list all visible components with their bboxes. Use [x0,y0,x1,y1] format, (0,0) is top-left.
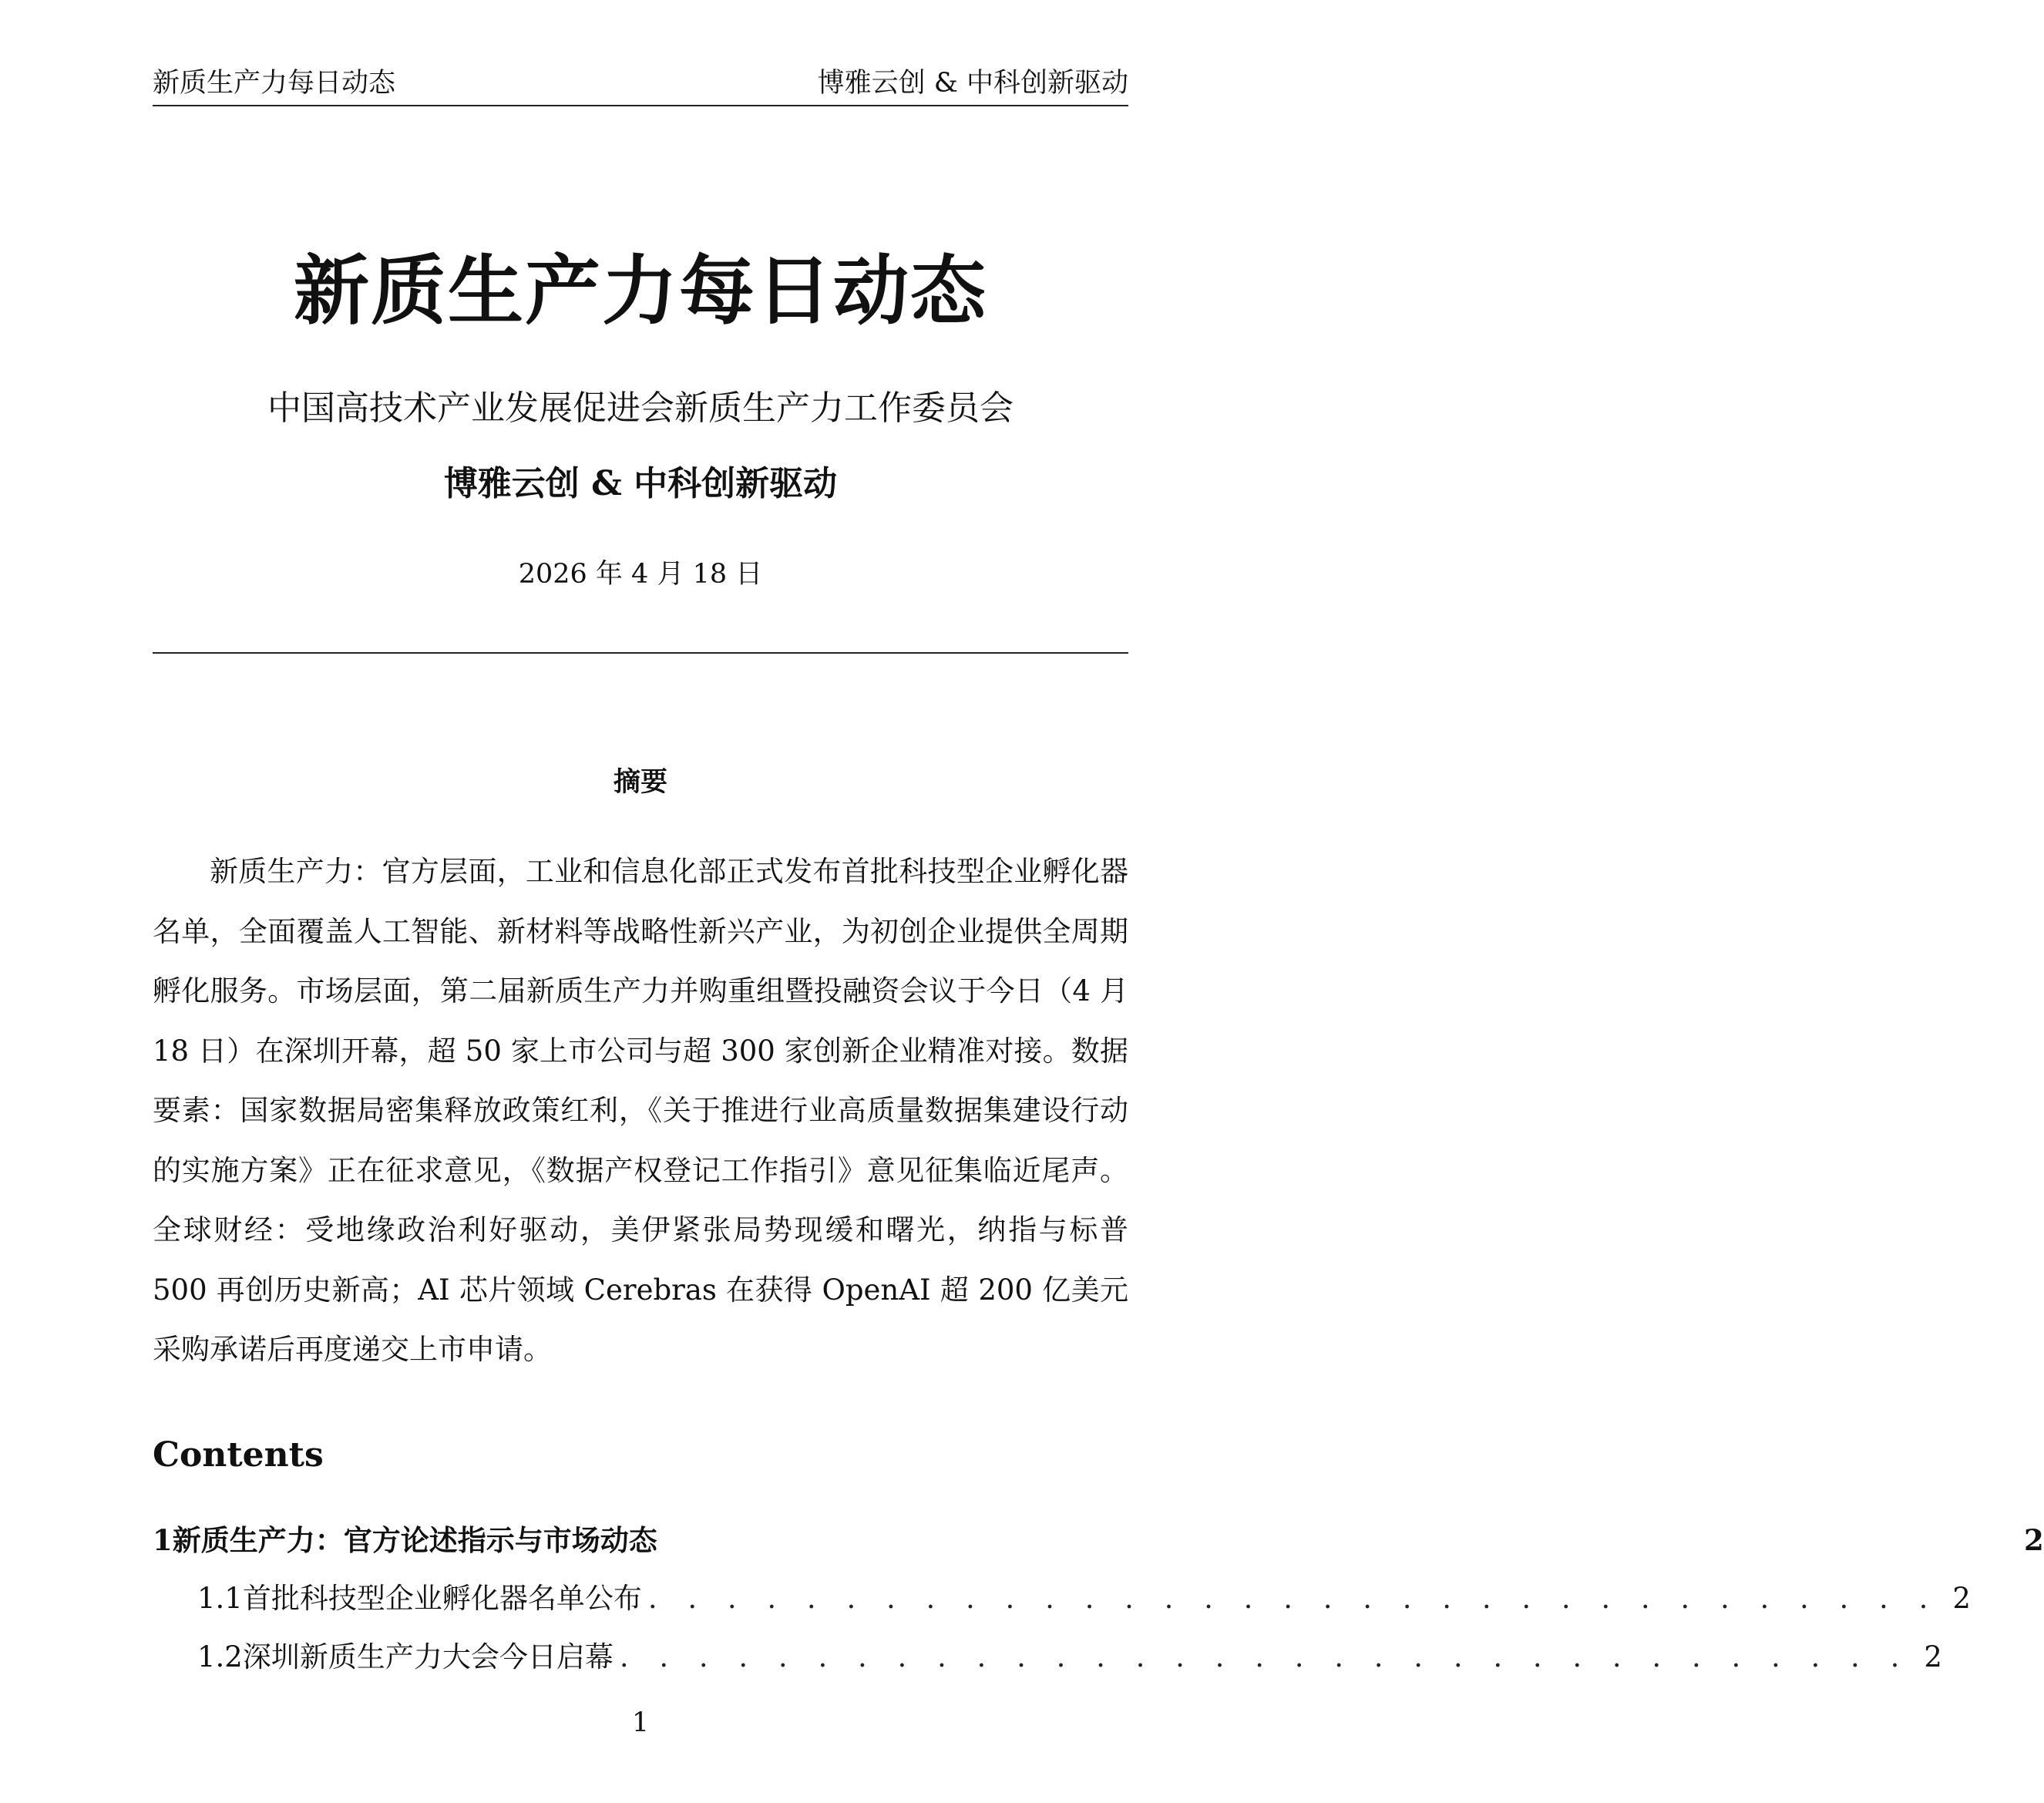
abstract-body: 新质生产力：官方层面，工业和信息化部正式发布首批科技型企业孵化器名单，全面覆盖人工智能、新材料等战略性新兴产业，为初创企业提供全周期孵化服务。市场层面，第二届新质生产力并购重组暨投融资会议于今日（4 月 18 日）在深圳开幕，超 50 家上市公司与超 300 家创新企业精准对接。数据要素：国家数据局密集释放政策红利，《关于推进行业高质量数据集建设行动的实施方案》正在征求意见，《数据产权登记工作指引》意见征集临近尾声。全球财经：受地缘政治利好驱动，美伊紧张局势现缓和曙光，纳指与标普 500 再创历史新高；AI 芯片领域 Cerebras 在获得 OpenAI 超 200 亿美元采购承诺后再度递交上市申请。 [153,855,1128,1366]
toc-entry[interactable] [153,1517,2044,1576]
toc-dot-leader: . . . . . . . . . . . . . . . . . . . . . . . . . . . . . . . . . [647,1582,1939,1615]
document-title: 新质生产力每日动态 [293,247,987,335]
toc-entry-title: 首批科技型企业孵化器名单公布 [242,1582,642,1615]
toc-entry-title: 深圳新质生产力大会今日启幕 [242,1640,614,1673]
toc-dot-leader: . . . . . . . . . . . . . . . . . . . . . . . . . . . . . . . . . [619,1640,1911,1673]
running-header [153,66,1128,106]
toc-entry[interactable] [153,1576,1971,1634]
toc-entry-number: 1.1 [197,1582,243,1615]
header-right: 博雅云创 & 中科创新驱动 [817,68,1128,99]
toc-entry[interactable] [153,1634,1942,1693]
document-subtitle: 中国高技术产业发展促进会新质生产力工作委员会 [267,389,1014,428]
title-divider [153,652,1128,654]
toc-entry-number: 1 [153,1523,173,1557]
document-authors: 博雅云创 & 中科创新驱动 [443,464,838,503]
table-of-contents [153,1517,2044,1693]
abstract-heading: 摘要 [613,766,667,798]
document-date: 2026 年 4 月 18 日 [518,559,763,590]
toc-entry-page: 2 [1952,1582,1971,1615]
toc-entry-title: 新质生产力：官方论述指示与市场动态 [172,1523,657,1557]
contents-heading: Contents [153,1435,324,1475]
toc-entry-page: 2 [1924,1640,1942,1673]
toc-entry-page: 2 [2024,1523,2044,1557]
toc-entry-number: 1.2 [197,1640,243,1673]
header-left: 新质生产力每日动态 [153,68,396,99]
page-number: 1 [631,1707,650,1738]
